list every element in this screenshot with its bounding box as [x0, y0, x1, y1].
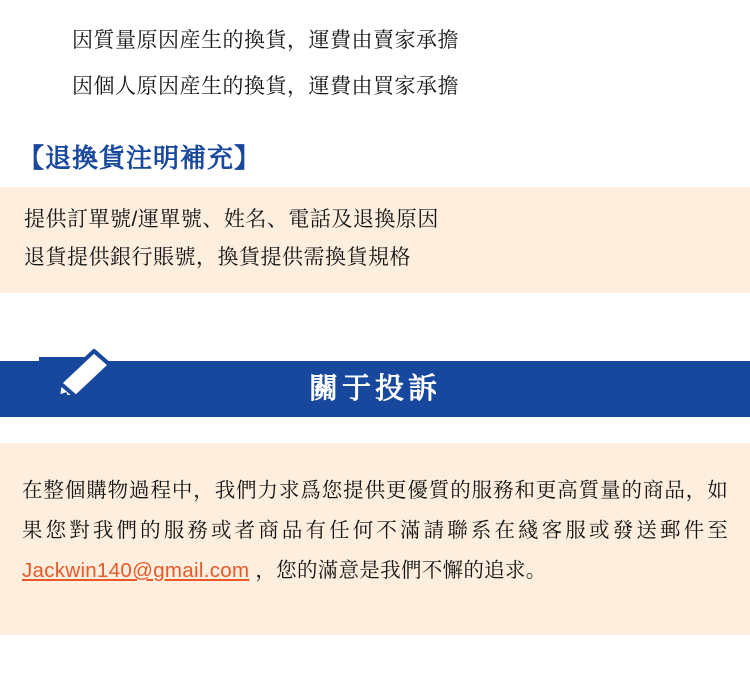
return-note-heading: 【退換貨注明補充】 — [18, 143, 262, 173]
banner-title: 關于投訴 — [308, 373, 441, 405]
complaint-paragraph — [22, 471, 728, 591]
top-note-line: 因質量原因産生的換貨，運費由賣家承擔 — [72, 29, 459, 52]
top-notes-group — [0, 0, 750, 110]
complaint-banner — [0, 345, 750, 417]
complaint-text-before: 在整個購物過程中，我們力求爲您提供更優質的服務和更高質量的商品，如果您對我們的服務或者商品有任何不滿請聯系在綫客服或發送郵件至 — [22, 479, 728, 542]
pencil-edit-icon — [38, 345, 118, 417]
complaint-text-box — [0, 443, 750, 635]
return-note-line: 退貨提供銀行賬號，換貨提供需換貨規格 — [24, 246, 411, 269]
return-note-box — [0, 187, 750, 293]
return-note-line: 提供訂單號/運單號、姓名、電話及退換原因 — [24, 208, 439, 231]
support-email-link[interactable]: Jackwin140@gmail.com — [22, 559, 250, 582]
top-note-line: 因個人原因産生的換貨，運費由買家承擔 — [72, 75, 459, 98]
complaint-text-after: ，您的滿意是我們不懈的追求。 — [249, 559, 547, 582]
